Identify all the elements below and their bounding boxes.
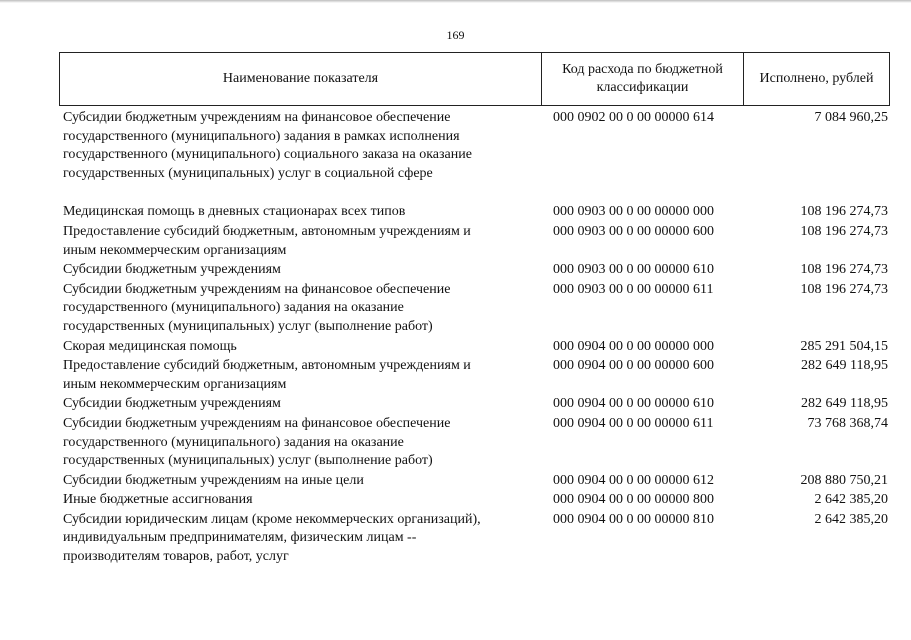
indicator-name [63, 338, 533, 357]
executed-amount: 108 196 274,73 [800, 204, 888, 220]
budget-code: 000 0902 00 0 00 00000 614 [553, 110, 714, 125]
table-row [63, 491, 893, 510]
executed-amount: 282 649 118,95 [801, 396, 888, 412]
indicator-name-line: Субсидии бюджетным учреждениям [63, 262, 281, 278]
budget-code: 000 0903 00 0 00 00000 610 [553, 262, 714, 278]
column-header-name: Наименование показателя [60, 53, 542, 105]
indicator-name [63, 395, 533, 414]
budget-code: 000 0904 00 0 00 00000 000 [553, 338, 714, 354]
budget-code: 000 0904 00 0 00 00000 610 [553, 396, 714, 412]
indicator-name-line: государственных (муниципальных) услуг в социальной сфере [63, 165, 433, 181]
budget-code: 000 0903 00 0 00 00000 000 [553, 204, 714, 220]
table-row [63, 415, 893, 471]
indicator-name-line: иным некоммерческим организациям [63, 376, 287, 392]
table-body [63, 109, 893, 568]
indicator-name-line: Предоставление субсидий бюджетным, автономным учреждениям и [63, 358, 471, 374]
table-row [63, 395, 893, 414]
indicator-name [63, 511, 533, 567]
indicator-name [63, 261, 533, 280]
table-row [63, 472, 893, 491]
page-number: 169 [446, 28, 465, 42]
indicator-name-line: Иные бюджетные ассигнования [63, 492, 253, 508]
table-header [59, 52, 890, 106]
table-row [63, 338, 893, 357]
indicator-name-line: Субсидии бюджетным учреждениям на иные цели [63, 472, 364, 488]
budget-code: 000 0904 00 0 00 00000 810 [553, 511, 714, 527]
budget-code: 000 0903 00 0 00 00000 600 [553, 223, 714, 239]
indicator-name [63, 357, 533, 394]
indicator-name-line: Субсидии бюджетным учреждениям на финансовое обеспечение [63, 110, 451, 125]
indicator-name-line: Субсидии бюджетным учреждениям на финансовое обеспечение [63, 415, 451, 431]
indicator-name [63, 223, 533, 260]
indicator-name-line: государственного (муниципального) социального заказа на оказание [63, 147, 472, 163]
executed-amount: 73 768 368,74 [807, 415, 888, 431]
indicator-name [63, 415, 533, 471]
indicator-name-line: производителям товаров, работ, услуг [63, 549, 289, 565]
table-row [63, 261, 893, 280]
executed-amount: 2 642 385,20 [814, 511, 888, 527]
indicator-name [63, 491, 533, 510]
column-header-code: Код расхода по бюджетной классификации [542, 53, 744, 105]
scan-edge [0, 0, 911, 3]
executed-amount: 282 649 118,95 [801, 358, 888, 374]
executed-amount: 2 642 385,20 [814, 492, 888, 508]
indicator-name-line: Субсидии бюджетным учреждениям на финансовое обеспечение [63, 281, 451, 297]
indicator-name-line: иным некоммерческим организациям [63, 242, 287, 258]
indicator-name-line: Субсидии бюджетным учреждениям [63, 396, 281, 412]
table-row [63, 511, 893, 567]
executed-amount: 285 291 504,15 [800, 338, 888, 354]
indicator-name-line: государственных (муниципальных) услуг (выполнение работ) [63, 453, 433, 469]
indicator-name-line: государственного (муниципального) задания в рамках исполнения [63, 128, 460, 144]
budget-code: 000 0904 00 0 00 00000 611 [553, 415, 714, 431]
table-row [63, 357, 893, 394]
indicator-name-line: индивидуальным предпринимателям, физическим лицам -- [63, 530, 417, 546]
column-header-amount: Исполнено, рублей [759, 71, 874, 86]
indicator-name [63, 472, 533, 491]
table-row [63, 223, 893, 260]
executed-amount: 7 084 960,25 [814, 110, 888, 125]
indicator-name-line: Скорая медицинская помощь [63, 338, 237, 354]
executed-amount: 208 880 750,21 [800, 472, 888, 488]
budget-code: 000 0904 00 0 00 00000 800 [553, 492, 714, 508]
indicator-name-line: государственного (муниципального) задания на оказание [63, 300, 404, 316]
indicator-name-line: Предоставление субсидий бюджетным, автономным учреждениям и [63, 223, 471, 239]
table-row [63, 109, 893, 183]
executed-amount: 108 196 274,73 [800, 223, 888, 239]
table-row [63, 203, 893, 222]
table-row [63, 281, 893, 337]
indicator-name [63, 109, 533, 183]
indicator-name-line: государственных (муниципальных) услуг (выполнение работ) [63, 318, 433, 334]
budget-code: 000 0904 00 0 00 00000 612 [553, 472, 714, 488]
budget-code: 000 0903 00 0 00 00000 611 [553, 281, 714, 297]
indicator-name-line: государственного (муниципального) задания на оказание [63, 434, 404, 450]
budget-code: 000 0904 00 0 00 00000 600 [553, 358, 714, 374]
executed-amount: 108 196 274,73 [800, 262, 888, 278]
indicator-name [63, 203, 533, 222]
executed-amount: 108 196 274,73 [800, 281, 888, 297]
indicator-name-line: Медицинская помощь в дневных стационарах всех типов [63, 204, 406, 220]
indicator-name [63, 281, 533, 337]
indicator-name-line: Субсидии юридическим лицам (кроме некоммерческих организаций), [63, 511, 481, 527]
